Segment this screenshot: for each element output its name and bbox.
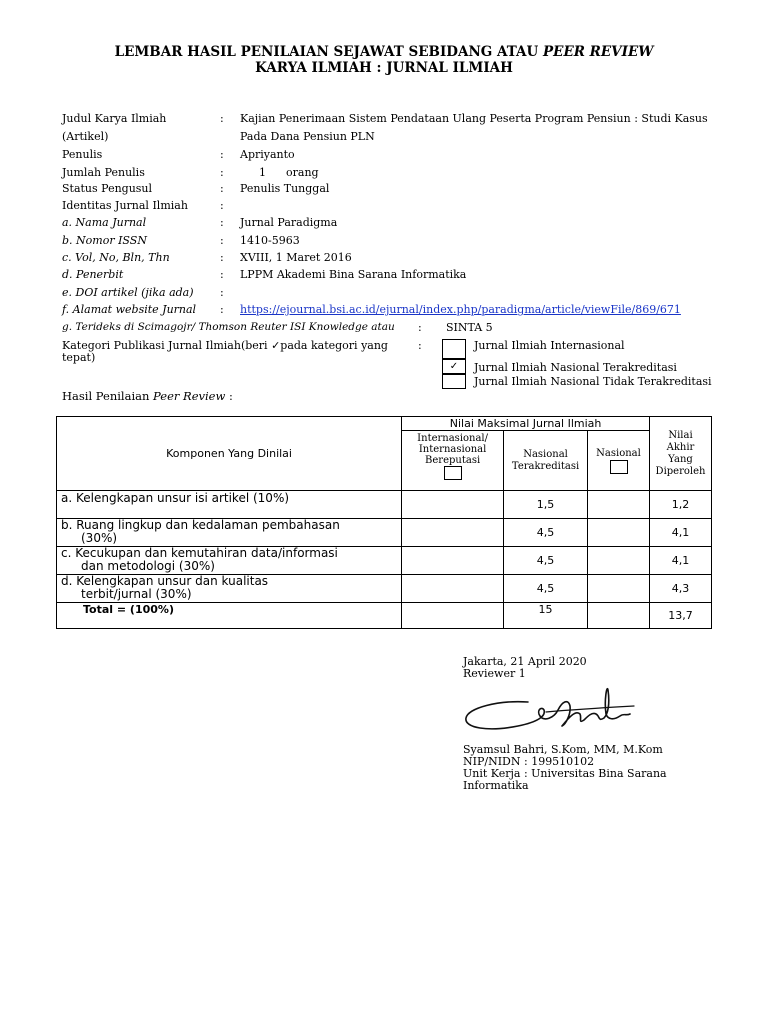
row-internasional bbox=[402, 547, 504, 575]
total-nasional-terakreditasi: 15 bbox=[504, 603, 588, 629]
reviewer-unit: Unit Kerja : Universitas Bina Sarana bbox=[463, 767, 667, 780]
total-nasional bbox=[588, 603, 650, 629]
colon: : bbox=[220, 148, 224, 161]
row-internasional bbox=[402, 575, 504, 603]
kategori-checkbox-nasional-terakreditasi[interactable]: ✓ bbox=[442, 359, 466, 374]
penerbit-label: d. Penerbit bbox=[62, 268, 124, 281]
total-label: Total = (100%) bbox=[57, 603, 402, 629]
kategori-label-cont: tepat) bbox=[62, 351, 96, 364]
issn-label: b. Nomor ISSN bbox=[62, 234, 147, 247]
row-nasional bbox=[588, 575, 650, 603]
hasil-penilaian-label: Hasil Penilaian Peer Review : bbox=[62, 389, 233, 403]
doi-label: e. DOI artikel (jika ada) bbox=[62, 286, 194, 299]
vol-label: c. Vol, No, Bln, Thn bbox=[62, 251, 170, 264]
website-label: f. Alamat website Jurnal bbox=[62, 303, 197, 316]
table-row bbox=[57, 491, 712, 519]
row-nasional bbox=[588, 519, 650, 547]
col-internasional-header: Internasional/ Internasional Bereputasi bbox=[402, 431, 504, 491]
row-nilai-akhir: 4,3 bbox=[650, 575, 712, 603]
table-row bbox=[57, 519, 712, 547]
index-value: SINTA 5 bbox=[446, 321, 493, 334]
row-nasional-terakreditasi: 4,5 bbox=[504, 519, 588, 547]
judul-value: Kajian Penerimaan Sistem Pendataan Ulang Peserta Program Pensiun : Studi Kasus bbox=[240, 112, 708, 125]
row-label: a. Kelengkapan unsur isi artikel (10%) bbox=[57, 491, 402, 519]
colon: : bbox=[418, 339, 422, 352]
colon: : bbox=[220, 182, 224, 195]
colon: : bbox=[220, 251, 224, 264]
kategori-option-nasional-terakreditasi: Jurnal Ilmiah Nasional Terakreditasi bbox=[474, 361, 677, 374]
kategori-option-internasional: Jurnal Ilmiah Internasional bbox=[474, 339, 625, 352]
row-nilai-akhir: 1,2 bbox=[650, 491, 712, 519]
nasional-checkbox[interactable] bbox=[610, 460, 628, 474]
row-label: c. Kecukupan dan kemutahiran data/informasi dan metodologi (30%) bbox=[57, 547, 402, 575]
row-nasional bbox=[588, 547, 650, 575]
table-row bbox=[57, 575, 712, 603]
kategori-label: Kategori Publikasi Jurnal Ilmiah(beri ✓pada kategori yang bbox=[62, 339, 388, 352]
colon: : bbox=[220, 234, 224, 247]
komponen-header: Komponen Yang Dinilai bbox=[57, 417, 402, 491]
jumlah-penulis-label: Jumlah Penulis bbox=[62, 166, 145, 179]
colon: : bbox=[220, 112, 224, 125]
nama-jurnal-label: a. Nama Jurnal bbox=[62, 216, 147, 229]
status-pengusul-label: Status Pengusul bbox=[62, 182, 153, 195]
colon: : bbox=[220, 199, 224, 212]
row-label: d. Kelengkapan unsur dan kualitas terbit/jurnal (30%) bbox=[57, 575, 402, 603]
vol-value: XVIII, 1 Maret 2016 bbox=[240, 251, 352, 264]
nilai-maksimal-header: Nilai Maksimal Jurnal Ilmiah bbox=[402, 417, 650, 431]
colon: : bbox=[418, 321, 422, 334]
colon: : bbox=[220, 166, 224, 179]
jumlah-penulis-value: 1 bbox=[259, 166, 266, 179]
peer-review-table bbox=[56, 416, 712, 629]
document-title-line-1: LEMBAR HASIL PENILAIAN SEJAWAT SEBIDANG ATAU PEER REVIEW bbox=[114, 44, 654, 60]
row-internasional bbox=[402, 519, 504, 547]
penerbit-value: LPPM Akademi Bina Sarana Informatika bbox=[240, 268, 467, 281]
table-row bbox=[57, 547, 712, 575]
nilai-akhir-header: Nilai Akhir Yang Diperoleh bbox=[650, 417, 712, 491]
judul-label: Judul Karya Ilmiah bbox=[62, 112, 167, 125]
row-label: b. Ruang lingkup dan kedalaman pembahasan (30%) bbox=[57, 519, 402, 547]
document-title-line-2: KARYA ILMIAH : JURNAL ILMIAH bbox=[255, 60, 513, 76]
reviewer-nip: NIP/NIDN : 199510102 bbox=[463, 755, 595, 768]
row-nasional-terakreditasi: 4,5 bbox=[504, 575, 588, 603]
penulis-value: Apriyanto bbox=[240, 148, 295, 161]
colon: : bbox=[220, 303, 224, 316]
row-nilai-akhir: 4,1 bbox=[650, 547, 712, 575]
kategori-option-nasional-tidak-terakreditasi: Jurnal Ilmiah Nasional Tidak Terakreditasi bbox=[474, 375, 712, 388]
colon: : bbox=[220, 216, 224, 229]
total-internasional bbox=[402, 603, 504, 629]
row-nasional bbox=[588, 491, 650, 519]
reviewer-name: Syamsul Bahri, S.Kom, MM, M.Kom bbox=[463, 743, 663, 756]
row-nilai-akhir: 4,1 bbox=[650, 519, 712, 547]
kategori-checkbox-internasional[interactable] bbox=[442, 339, 466, 359]
jumlah-penulis-unit: orang bbox=[286, 166, 319, 179]
total-nilai-akhir: 13,7 bbox=[650, 603, 712, 629]
total-row bbox=[57, 603, 712, 629]
internasional-checkbox[interactable] bbox=[444, 466, 462, 480]
judul-value-cont: Pada Dana Pensiun PLN bbox=[240, 130, 375, 143]
issn-value: 1410-5963 bbox=[240, 234, 300, 247]
website-link[interactable]: https://ejournal.bsi.ac.id/ejurnal/index.php/paradigma/article/viewFile/869/671 bbox=[240, 303, 681, 316]
penulis-label: Penulis bbox=[62, 148, 103, 161]
sign-role: Reviewer 1 bbox=[463, 667, 526, 680]
col-nasional-header: Nasional bbox=[588, 431, 650, 491]
index-label: g. Terideks di Scimagojr/ Thomson Reuter ISI Knowledge atau bbox=[62, 321, 395, 333]
reviewer-unit-cont: Informatika bbox=[463, 779, 529, 792]
judul-label-cont: (Artikel) bbox=[62, 130, 109, 143]
row-internasional bbox=[402, 491, 504, 519]
sign-place-date: Jakarta, 21 April 2020 bbox=[463, 655, 587, 668]
status-pengusul-value: Penulis Tunggal bbox=[240, 182, 330, 195]
row-nasional-terakreditasi: 1,5 bbox=[504, 491, 588, 519]
nama-jurnal-value: Jurnal Paradigma bbox=[240, 216, 338, 229]
colon: : bbox=[220, 286, 224, 299]
col-nasional-terakreditasi-header: Nasional Terakreditasi bbox=[504, 431, 588, 491]
row-nasional-terakreditasi: 4,5 bbox=[504, 547, 588, 575]
colon: : bbox=[220, 268, 224, 281]
kategori-checkbox-nasional-tidak-terakreditasi[interactable] bbox=[442, 374, 466, 389]
handwritten-signature bbox=[458, 680, 658, 740]
identitas-jurnal-label: Identitas Jurnal Ilmiah bbox=[62, 199, 188, 212]
